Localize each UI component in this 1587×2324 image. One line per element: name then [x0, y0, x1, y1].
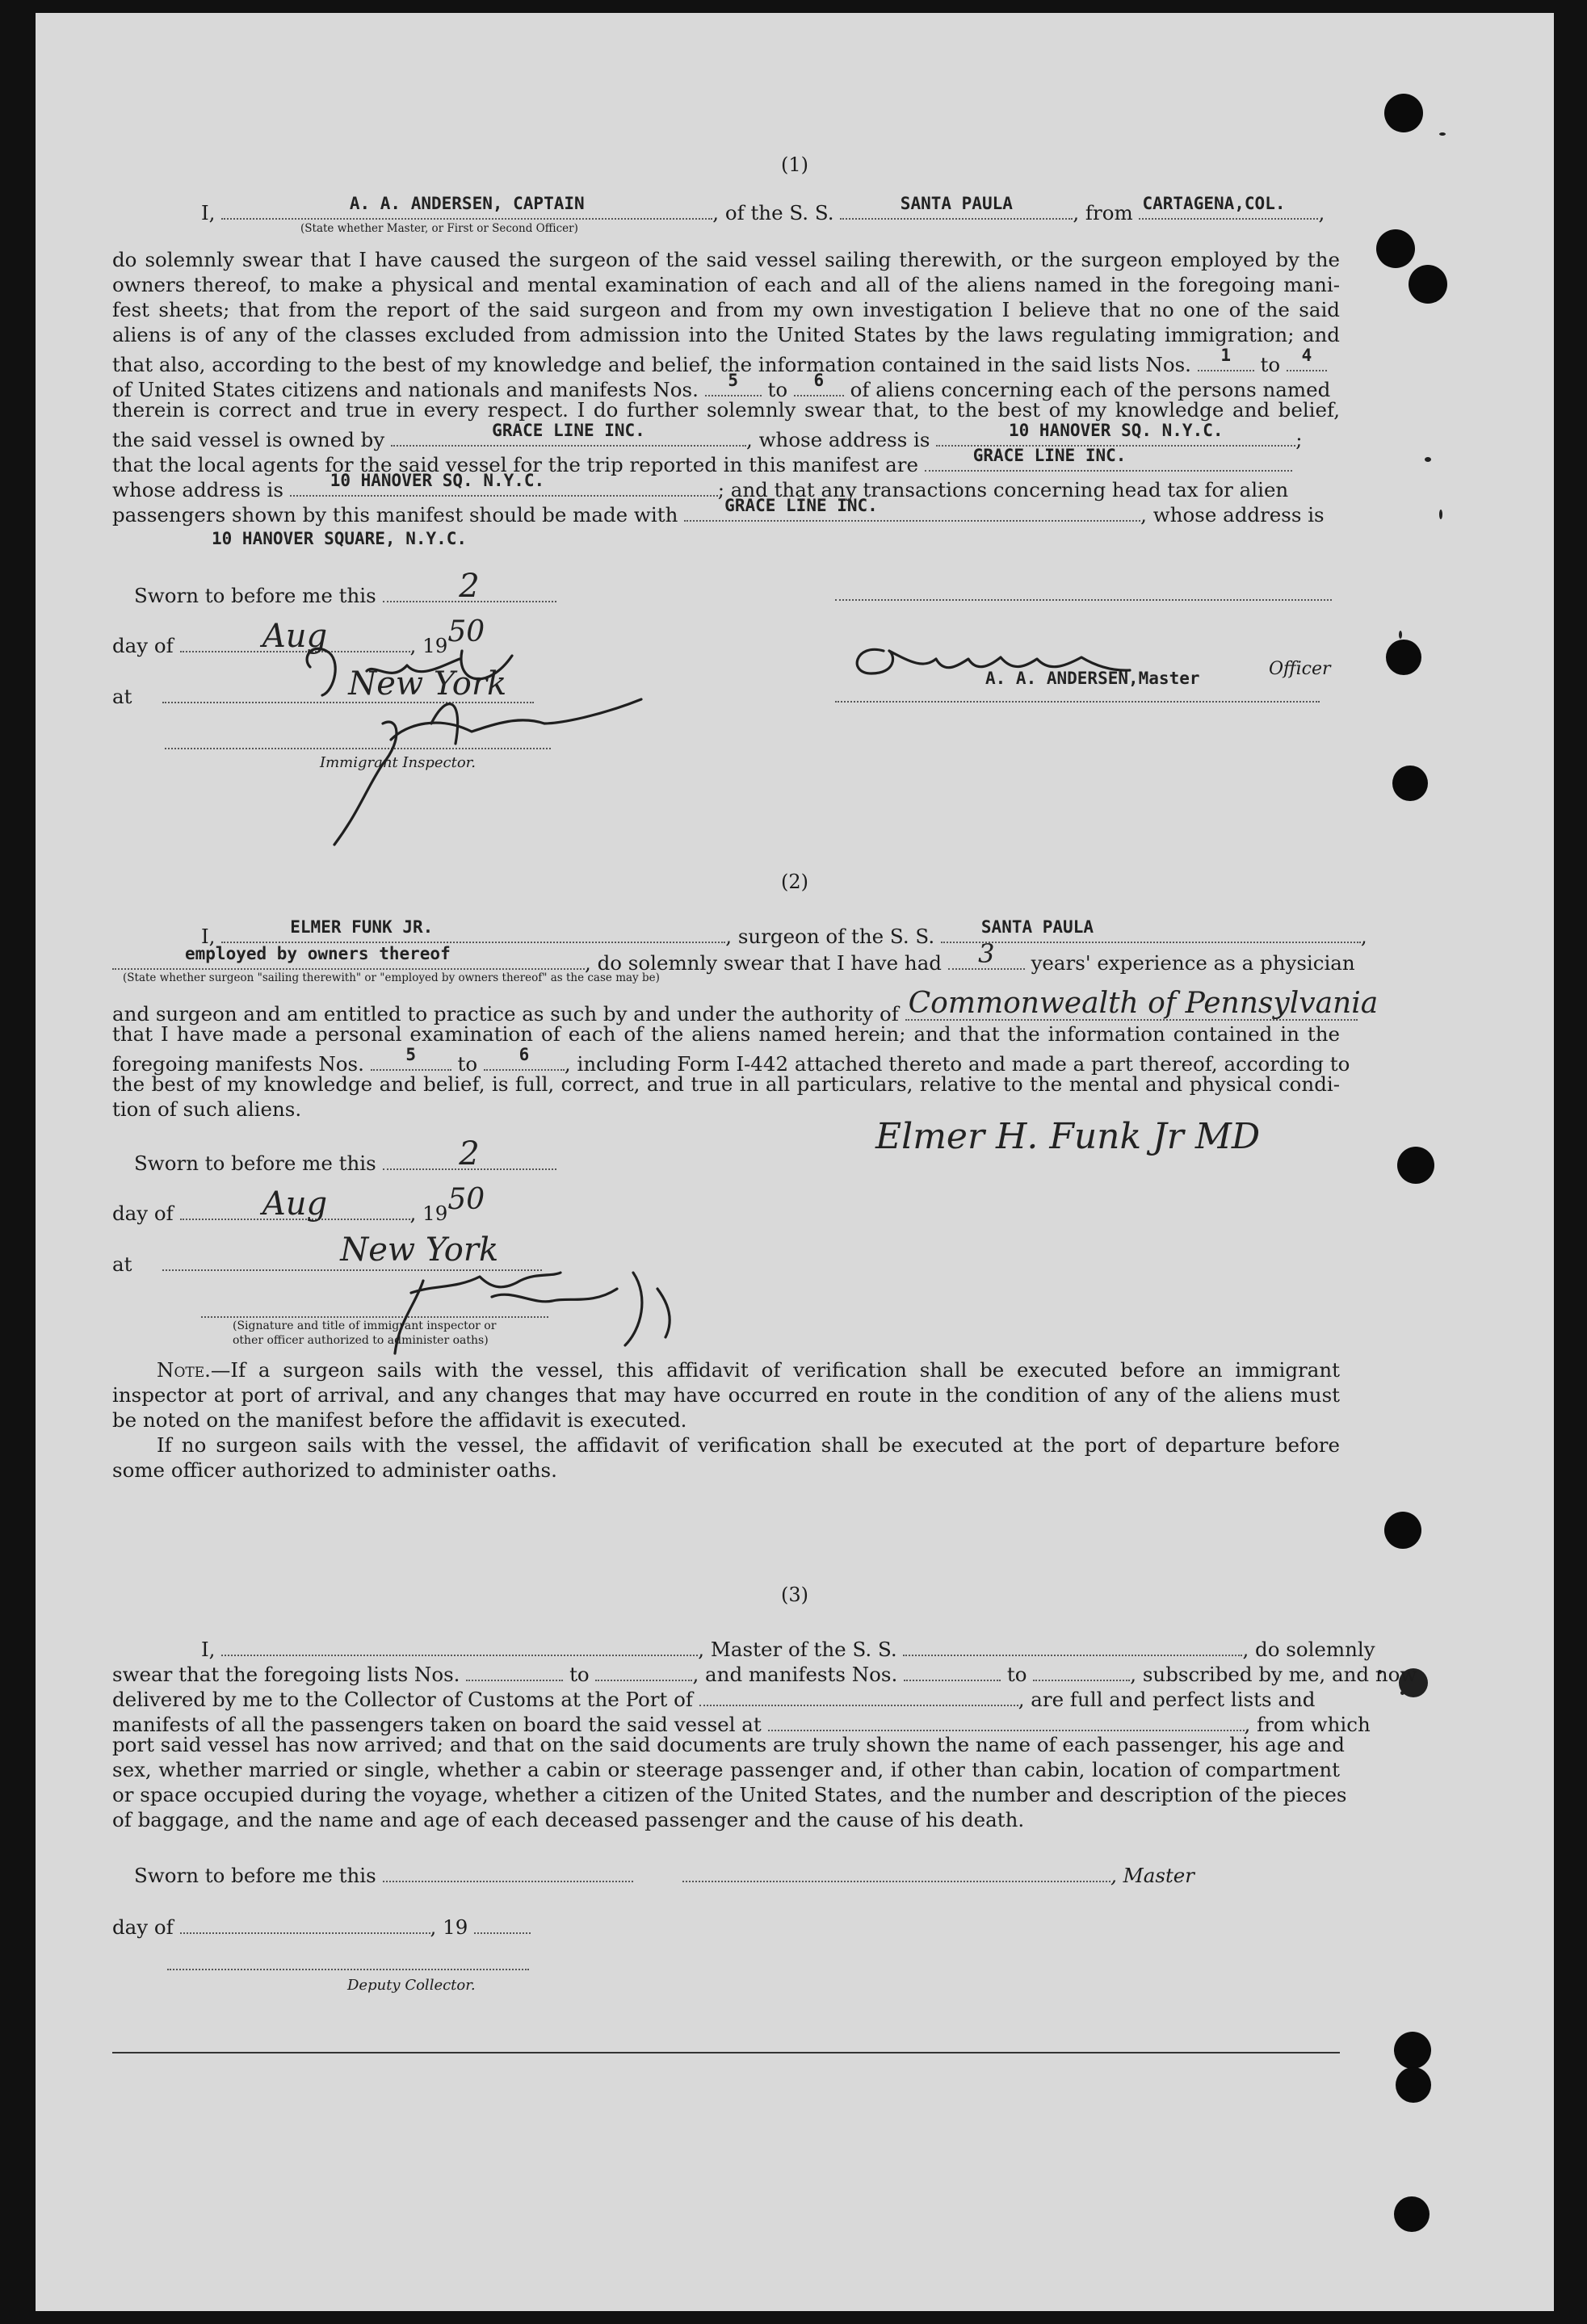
owner-field: GRACE LINE INC. — [391, 422, 746, 447]
paper-speck — [1439, 510, 1442, 519]
surgeon-signature: Elmer H. Funk Jr MD — [875, 1116, 1261, 1157]
section-3-line-1: I, , Master of the S. S. , do solemnly — [112, 1632, 1340, 1662]
sig-note-1: (Signature and title of immigrant inspector or — [233, 1319, 497, 1332]
lists-to-field: 4 — [1287, 347, 1327, 371]
punch-hole — [1394, 2196, 1430, 2232]
day-month-field-3 — [180, 1910, 430, 1934]
section-2-line-3: and surgeon and am entitled to practice as such by and under the authority of Commonwealth of Pennsylvania — [112, 987, 1379, 1026]
ship-field: SANTA PAULA — [840, 195, 1073, 220]
section-2-at: at New York — [112, 1247, 1340, 1277]
note-line-2: inspector at port of arrival, and any changes that may have occurred en route in the condition of any of the aliens must — [112, 1383, 1340, 1407]
day-month-field-2: Aug — [180, 1196, 410, 1220]
lists-to-field-3 — [595, 1657, 692, 1681]
manifests-to-field: 6 — [794, 372, 844, 396]
deputy-label: Deputy Collector. — [347, 1977, 476, 1994]
section-3-line-2: swear that the foregoing lists Nos. to , and manifests Nos. to , subscribed by me, and now — [112, 1657, 1340, 1687]
paper-speck — [1400, 1691, 1404, 1695]
headtax-address: 10 HANOVER SQUARE, N.Y.C. — [212, 529, 468, 548]
section-1-line-12: passengers shown by this manifest should be made with GRACE LINE INC. , whose address is — [112, 496, 1325, 526]
note-line-4: If no surgeon sails with the vessel, the affidavit of verification shall be executed at the port of departure before — [157, 1433, 1340, 1457]
section-1-line-1: I, A. A. ANDERSEN, CAPTAIN , of the S. S. SANTA PAULA , from CARTAGENA,COL. , — [201, 194, 1325, 224]
lists-from-field: 1 — [1198, 347, 1254, 371]
inspector-signature-2 — [391, 1240, 730, 1361]
surgeon-manifests-to-field: 6 — [484, 1047, 565, 1071]
punch-hole — [1392, 766, 1428, 801]
section-3-sworn: Sworn to before me this , Master — [134, 1858, 1340, 1888]
deputy-sign-line — [167, 1967, 529, 1970]
section-1-line-9: the said vessel is owned by GRACE LINE INC. , whose address is 10 HANOVER SQ. N.Y.C. ; — [112, 421, 1303, 451]
officer-label: Officer — [1269, 659, 1331, 679]
section-2-line-4: that I have made a personal examination of each of the aliens named herein; and that the information contained in the — [112, 1022, 1340, 1046]
section-3-line-7: or space occupied during the voyage, whether a citizen of the United States, and the number and description of the pieces — [112, 1783, 1347, 1806]
section-1-line-6: that also, according to the best of my knowledge and belief, the information contained in the said lists Nos. 1 to 4 — [112, 347, 1340, 377]
agents-field: GRACE LINE INC. — [925, 447, 1292, 472]
manifests-from-field: 5 — [705, 372, 762, 396]
section-1-sworn: Sworn to before me this 2 — [134, 578, 1362, 608]
section-2-day-of: day of Aug , 1950 — [112, 1183, 485, 1225]
punch-hole — [1397, 1147, 1434, 1184]
sworn-day-field-1: 2 — [383, 578, 556, 602]
punch-hole — [1409, 265, 1447, 304]
section-1-line-2: do solemnly swear that I have caused the surgeon of the said vessel sailing therewith, or the surgeon employed by the — [112, 248, 1340, 271]
punch-hole — [1386, 640, 1421, 675]
section-1-line-7: of United States citizens and nationals and manifests Nos. 5 to 6 of aliens concerning each of the persons named — [112, 371, 1331, 401]
punch-hole — [1384, 94, 1423, 132]
master-ship-field — [903, 1632, 1242, 1656]
captain-field: A. A. ANDERSEN, CAPTAIN — [221, 195, 712, 220]
surgeon-manifests-from-field: 5 — [371, 1047, 451, 1071]
boarding-port-field — [768, 1707, 1245, 1731]
section-1-line-11: whose address is 10 HANOVER SQ. N.Y.C. ; and that any transactions concerning head tax for alien — [112, 471, 1289, 501]
note-line-5: some officer authorized to administer oaths. — [112, 1458, 557, 1482]
sworn-day-field-2: 2 — [383, 1146, 556, 1170]
from-port-field: CARTAGENA,COL. — [1139, 195, 1318, 220]
section-2-line-2: employed by owners thereof , do solemnly swear that I have had 3 years' experience as a physician — [112, 946, 1340, 975]
section-2-number: (2) — [781, 870, 808, 893]
paper-speck — [1399, 631, 1402, 639]
employed-note: (State whether surgeon "sailing therewith" or "employed by owners thereof" as the case may be) — [123, 971, 660, 984]
section-2-line-1: I, ELMER FUNK JR. , surgeon of the S. S. SANTA PAULA , — [201, 917, 1367, 948]
section-3-line-3: delivered by me to the Collector of Customs at the Port of , are full and perfect lists and — [112, 1682, 1340, 1712]
at-place-field-2: New York — [162, 1247, 542, 1271]
punch-hole — [1384, 1512, 1421, 1549]
section-2-sworn: Sworn to before me this 2 — [134, 1146, 1362, 1176]
section-1-line-5: aliens is of any of the classes excluded from admission into the United States by the laws regulating immigration; and — [112, 323, 1340, 346]
surgeon-ship-field: SANTA PAULA — [941, 919, 1361, 943]
agents-address-field: 10 HANOVER SQ. N.Y.C. — [290, 472, 718, 497]
officer-name: A. A. ANDERSEN,Master — [985, 669, 1200, 688]
inspector-signature-1 — [278, 602, 682, 853]
section-1-at: at New York — [112, 679, 1340, 709]
owner-address-field: 10 HANOVER SQ. N.Y.C. — [936, 422, 1295, 447]
bottom-rule — [112, 2052, 1340, 2053]
lists-from-field-3 — [466, 1657, 563, 1681]
surgeon-name-field: ELMER FUNK JR. — [221, 919, 725, 943]
punch-hole — [1394, 2032, 1431, 2069]
section-2-line-7: tion of such aliens. — [112, 1097, 302, 1121]
paper-speck — [1425, 457, 1431, 462]
authority-field: Commonwealth of Pennsylvania — [905, 996, 1358, 1021]
section-2-line-5: foregoing manifests Nos. 5 to 6 , including Form I-442 attached thereto and made a part thereof, according to — [112, 1045, 1350, 1076]
section-2-line-6: the best of my knowledge and belief, is full, correct, and true in all particulars, relative to the mental and physical condi- — [112, 1072, 1340, 1096]
inspector-label: Immigrant Inspector. — [320, 754, 477, 771]
port-field — [699, 1682, 1018, 1706]
note-line-1: Note.—If a surgeon sails with the vessel, this affidavit of verification shall be executed before an immigrant — [157, 1358, 1340, 1382]
punch-hole — [1376, 229, 1415, 268]
officer-signature — [847, 635, 1138, 691]
section-3-number: (3) — [781, 1584, 808, 1606]
punch-hole — [1396, 2067, 1431, 2103]
section-1-number: (1) — [781, 153, 808, 176]
note-line-3: be noted on the manifest before the affidavit is executed. — [112, 1408, 687, 1432]
captain-note: (State whether Master, or First or Second Officer) — [300, 222, 578, 235]
headtax-field: GRACE LINE INC. — [684, 497, 1140, 522]
at-place-field-1: New York — [162, 679, 534, 703]
manifests-to-field-3 — [1033, 1657, 1130, 1681]
employed-field: employed by owners thereof — [112, 946, 585, 970]
section-1-line-4: fest sheets; that from the report of the said surgeon and from my own investigation I believe that no one of the said — [112, 298, 1340, 321]
section-3-line-5: port said vessel has now arrived; and that on the said documents are truly shown the name of each passenger, his age and — [112, 1733, 1345, 1756]
years-field: 3 — [948, 946, 1025, 970]
day-month-field-1: Aug — [180, 628, 410, 652]
paper-speck — [1439, 132, 1446, 136]
section-3-line-8: of baggage, and the name and age of each deceased passenger and the cause of his death. — [112, 1808, 1025, 1831]
sworn-day-field-3 — [383, 1858, 633, 1882]
sig-note-2: other officer authorized to administer oaths) — [233, 1334, 489, 1347]
manifest-affidavit-page — [36, 13, 1554, 2311]
year-field-3 — [474, 1910, 531, 1934]
master-name-field — [221, 1632, 698, 1656]
section-3-line-6: sex, whether married or single, whether a cabin or steerage passenger and, if other than cabin, location of compartment — [112, 1758, 1340, 1781]
officer-sign-line-top — [835, 598, 1332, 601]
officer-sign-line — [835, 699, 1320, 703]
section-1-line-3: owners thereof, to make a physical and mental examination of each and all of the aliens named in the foregoing mani- — [112, 273, 1340, 296]
section-1-day-of: day of Aug , 1950 — [112, 615, 485, 657]
section-1-line-8: therein is correct and true in every respect. I do further solemnly swear that, to the best of my knowledge and belief, — [112, 398, 1340, 422]
section-3-line-4: manifests of all the passengers taken on board the said vessel at , from which — [112, 1707, 1340, 1737]
manifests-from-field-3 — [904, 1657, 1001, 1681]
section-1-line-10: that the local agents for the said vessel for the trip reported in this manifest are GRACE LINE INC. — [112, 447, 1340, 477]
section-3-day-of: day of , 19 — [112, 1910, 1340, 1940]
master-sign-field — [682, 1858, 1110, 1882]
